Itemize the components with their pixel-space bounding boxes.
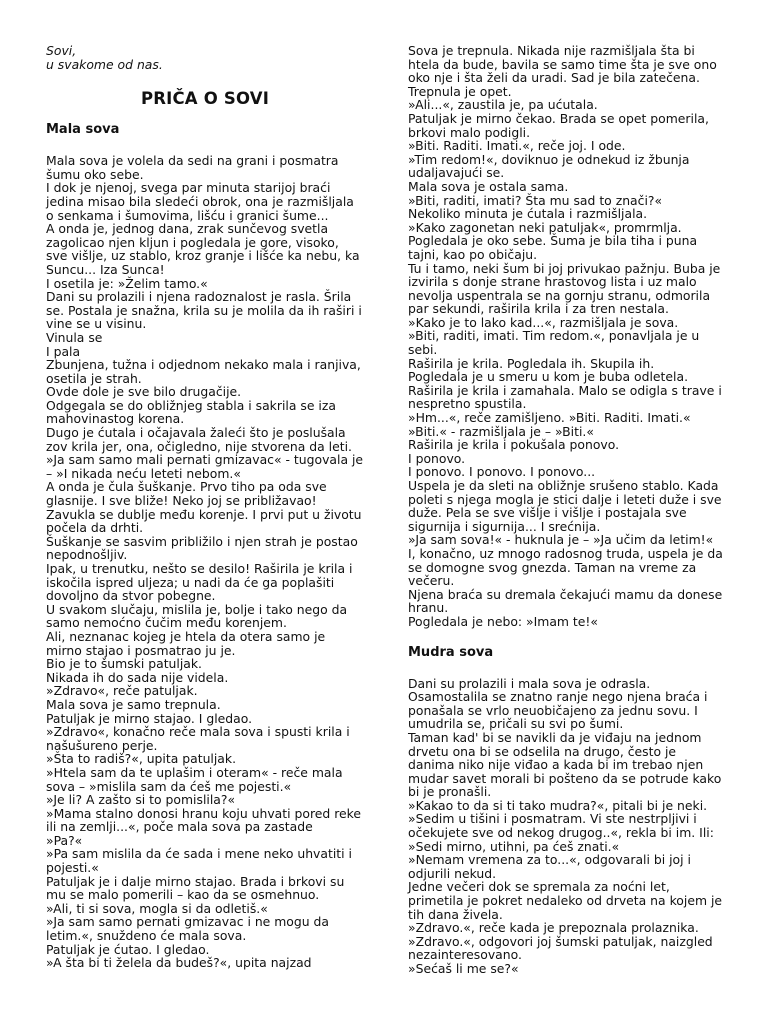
- text-line: »Ali, ti si sova, mogla si da odletiš.«: [46, 900, 268, 916]
- text-line: »Kako je to lako kad...«, razmišljala je sova.: [408, 314, 679, 330]
- text-line: »Zdravo«, konačno reče mala sova i spusti krila i: [46, 724, 350, 740]
- dedication-line-2: u svakome od nas.: [46, 56, 163, 72]
- text-line: Osamostalila se znatno ranje nego njena braća i: [408, 689, 708, 705]
- text-line: »Zdravo.«, reče kada je prepoznala prolaznika.: [408, 920, 699, 936]
- text-line: glasnije. I sve bliže! Neko joj se približavao!: [46, 493, 317, 509]
- text-line: »Biti, raditi, imati? Šta mu sad to znači?«: [408, 192, 663, 208]
- text-line: sova – »mislila sam da ćeš me pojesti.«: [46, 778, 292, 794]
- text-line: Zbunjena, tužna i odjednom nekako mala i ranjiva,: [46, 357, 361, 373]
- text-line: Patuljak je mirno čekao. Brada se opet pomerila,: [408, 110, 709, 126]
- right-body-text-part2: [408, 677, 752, 976]
- text-line: Trepnula je opet.: [408, 83, 512, 99]
- text-line: I, konačno, uz mnogo radosnog truda, uspela je da: [408, 545, 723, 561]
- text-line: »Hm...«, reče zamišljeno. »Biti. Raditi. Imati.«: [408, 410, 691, 426]
- text-line: ili na zemlji...«, poče mala sova pa zastade: [46, 819, 313, 835]
- text-line: sebi.: [408, 342, 438, 358]
- text-line: brkovi malo podigli.: [408, 124, 531, 140]
- text-line: Patuljak je mirno stajao. I gledao.: [46, 710, 253, 726]
- text-line: pojesti.«: [46, 860, 99, 876]
- text-line: A onda je, jednog dana, zrak sunčevog svetla: [46, 221, 329, 237]
- left-body-text: [46, 154, 364, 970]
- text-line: očekujete sve od nekog drugog..«, rekla bi im. Ili:: [408, 825, 714, 841]
- text-line: »Zdravo«, reče patuljak.: [46, 683, 198, 699]
- text-line: nepodnošljiv.: [46, 547, 128, 563]
- text-line: I pala: [46, 343, 81, 359]
- text-line: »Biti, raditi, imati. Tim redom.«, ponavljala je u: [408, 328, 700, 344]
- text-line: Dugo je ćutala i očajavala žaleći što je poslušala: [46, 425, 346, 441]
- text-line: Mala sova je samo trepnula.: [46, 696, 221, 712]
- text-line: Patuljak je ćutao. I gledao.: [46, 941, 210, 957]
- text-line: tajni, kao po običaju.: [408, 246, 538, 262]
- text-line: »Sedim u tišini i posmatram. Vi ste nestrpljivi i: [408, 811, 697, 827]
- text-line: večeru.: [408, 573, 455, 589]
- text-line: se domogne svog gnezda. Taman na vreme za: [408, 559, 697, 575]
- text-line: bi je pronašli.: [408, 784, 492, 800]
- text-line: »Htela sam da te uplašim i oteram« - reče mala: [46, 764, 343, 780]
- text-line: poleti s njega mogla je stici dalje i leteti duže i sve: [408, 491, 722, 507]
- text-line: Dani su prolazili i mala sova je odrasla.: [408, 675, 651, 691]
- text-line: našušureno perje.: [46, 737, 158, 753]
- text-line: Ali, neznanac kojeg je htela da otera samo je: [46, 628, 326, 644]
- text-line: »Pa sam mislila da će sada i mene neko uhvatiti i: [46, 846, 352, 862]
- text-line: odjurili nekud.: [408, 865, 497, 881]
- text-line: »Kakao to da si ti tako mudra?«, pitali bi je neki.: [408, 797, 708, 813]
- text-line: htela da bude, bavila se samo time šta je sve ono: [408, 56, 717, 72]
- text-line: ponašala se vrlo neuobičajeno za jednu sovu. I: [408, 702, 698, 718]
- right-column: [408, 44, 752, 976]
- dedication-line-1: Sovi,: [46, 43, 77, 58]
- text-line: »Sedi mirno, utihni, pa ćeš znati.«: [408, 838, 620, 854]
- text-line: Tu i tamo, neki šum bi joj privukao pažnju. Buba je: [408, 260, 721, 276]
- text-line: Ovde dole je sve bilo drugačije.: [46, 384, 242, 400]
- text-line: I osetila je: »Želim tamo.«: [46, 275, 208, 291]
- text-line: »Pa?«: [46, 832, 83, 848]
- text-line: primetila je pokret nedaleko od drveta na kojem je: [408, 893, 723, 909]
- text-line: mu se malo pomerili – kao da se osmehnuo.: [46, 887, 320, 903]
- text-line: samo nemoćno čučim među korenjem.: [46, 615, 287, 631]
- text-line: U svakom slučaju, mislila je, bolje i tako nego da: [46, 601, 348, 617]
- text-line: »Ja sam sova!« - huknula je – »Ja učim da letim!«: [408, 532, 714, 548]
- text-line: nezainteresovano.: [408, 947, 522, 963]
- text-line: Raširila je krila. Pogledala ih. Skupila ih.: [408, 355, 655, 371]
- text-line: I ponovo. I ponovo. I ponovo...: [408, 464, 596, 480]
- text-line: Vinula se: [46, 329, 103, 345]
- text-line: »Ali...«, zaustila je, pa ućutala.: [408, 97, 598, 113]
- text-line: Mala sova je volela da sedi na grani i posmatra: [46, 153, 339, 169]
- text-line: Šuškanje se sasvim približilo i njen strah je postao: [46, 533, 358, 549]
- text-line: hranu.: [408, 600, 449, 616]
- text-line: »Kako zagonetan neki patuljak«, promrmlja.: [408, 219, 682, 235]
- text-line: »Ja sam samo pernati gmizavac i ne mogu da: [46, 914, 330, 930]
- text-line: sve višlje, uz stablo, kroz granje i lišće ka nebu, ka: [46, 248, 360, 264]
- text-line: A onda je čula šuškanje. Prvo tiho pa oda sve: [46, 479, 327, 495]
- text-line: umudrila se, pričali su svi po šumi.: [408, 716, 624, 732]
- text-line: iskočila ispred uljeza; u nadi da će ga poplašiti: [46, 574, 335, 590]
- text-line: Bio je to šumski patuljak.: [46, 656, 202, 672]
- text-line: »Je li? A zašto si to pomislila?«: [46, 792, 236, 808]
- text-line: Mala sova je ostala sama.: [408, 178, 569, 194]
- text-line: sigurnija i sigurnija... I srećnija.: [408, 518, 601, 534]
- text-line: drvetu ona bi se odselila na drugo, često je: [408, 743, 677, 759]
- text-line: I ponovo.: [408, 450, 466, 466]
- text-line: Pogledala je nebo: »Imam te!«: [408, 613, 598, 629]
- text-line: jedina misao bila sledeći obrok, ona je razmišljala: [46, 193, 354, 209]
- text-line: par sekundi, raširila krila i za tren nestala.: [408, 301, 669, 317]
- text-line: šumu oko sebe.: [46, 166, 144, 182]
- text-line: o senkama i šumovima, lišću i granici šume...: [46, 207, 329, 223]
- text-line: udaljavajući se.: [408, 165, 505, 181]
- text-line: Uspela je da sleti na obližnje srušeno stablo. Kada: [408, 478, 719, 493]
- text-line: Raširila je krila i pokušala ponovo.: [408, 437, 620, 453]
- right-body-text-part1: [408, 44, 752, 629]
- text-line: Zavukla se dublje među korenje. I prvi put u životu: [46, 506, 362, 522]
- text-line: vine se u visinu.: [46, 316, 147, 332]
- text-line: mahovinastog korena.: [46, 411, 185, 427]
- text-line: »Zdravo.«, odgovori joj šumski patuljak, naizgled: [408, 933, 713, 949]
- text-line: »Biti. Raditi. Imati.«, reče joj. I ode.: [408, 138, 626, 154]
- text-line: – »I nikada neću leteti nebom.«: [46, 465, 241, 481]
- text-line: Raširila je krila i zamahala. Malo se odigla s trave i: [408, 382, 722, 398]
- page-title: PRIČA O SOVI: [140, 89, 270, 109]
- text-line: dovoljno da stvor pobegne.: [46, 588, 216, 604]
- section-heading-mudra-sova: Mudra sova: [408, 644, 494, 660]
- text-line: danima niko nije viđao a kada bi im trebao njen: [408, 757, 704, 773]
- text-line: se. Postala je snažna, krila su je molila da ih raširi i: [46, 302, 362, 318]
- left-column: [46, 44, 364, 970]
- text-line: Pogledala je oko sebe. Šuma je bila tiha i puna: [408, 233, 698, 249]
- text-line: Nikada ih do sada nije videla.: [46, 669, 229, 685]
- text-line: nespretno spustila.: [408, 396, 527, 412]
- text-line: letim.«, snuždeno će mala sova.: [46, 928, 247, 944]
- text-line: Dani su prolazili i njena radoznalost je rasla. Šrila: [46, 289, 352, 305]
- text-line: »Ja sam samo mali pernati gmizavac« - tugovala je: [46, 452, 364, 468]
- text-line: nevolja uspentrala se na gornju stranu, odmorila: [408, 287, 711, 303]
- text-line: Odgegala se do obližnjeg stabla i sakrila se iza: [46, 397, 336, 413]
- text-line: »Sećaš li me se?«: [408, 961, 519, 976]
- text-line: zagolicao njen kljun i pogledala je gore, visoko,: [46, 234, 339, 250]
- text-line: »Mama stalno donosi hranu koju uhvati pored reke: [46, 805, 362, 821]
- text-line: Ipak, u trenutku, nešto se desilo! Raširila je krila i: [46, 561, 353, 576]
- text-line: duže. Pela se sve višlje i višlje i postajala sve: [408, 505, 687, 521]
- text-line: »Nemam vremena za to...«, odgovarali bi joj i: [408, 852, 691, 868]
- section-heading-mala-sova: Mala sova: [46, 122, 120, 138]
- text-line: osetila je strah.: [46, 370, 142, 386]
- text-line: oko nje i šta želi da uradi. Sad je bila zatečena.: [408, 70, 700, 86]
- text-line: mirno stajao i posmatrao ju je.: [46, 642, 236, 658]
- text-line: izvirila s donje strane hrastovog lista i uz malo: [408, 274, 697, 290]
- text-line: »Šta to radiš?«, upita patuljak.: [46, 751, 237, 767]
- text-line: počela da drhti.: [46, 520, 144, 536]
- text-line: mudar savet morali bi pošteno da se potrude kako: [408, 770, 722, 786]
- text-line: »Biti.« - razmišljala je – »Biti.«: [408, 423, 594, 439]
- text-line: »Tim redom!«, doviknuo je odnekud iz žbunja: [408, 151, 690, 167]
- text-line: tih dana živela.: [408, 906, 503, 922]
- text-line: Taman kad' bi se navikli da je viđaju na jednom: [408, 729, 702, 745]
- text-line: »A šta bi ti želela da budeš?«, upita najzad: [46, 955, 312, 971]
- text-line: I dok je njenoj, svega par minuta starijoj braći: [46, 180, 331, 196]
- text-line: zov krila jer, ona, očigledno, nije stvorena da leti.: [46, 438, 352, 454]
- text-line: Pogledala je u smeru u kom je buba odletela.: [408, 369, 689, 385]
- text-line: Njena braća su dremala čekajući mamu da donese: [408, 586, 723, 602]
- text-line: Patuljak je i dalje mirno stajao. Brada i brkovi su: [46, 873, 345, 889]
- text-line: Nekoliko minuta je ćutala i razmišljala.: [408, 206, 648, 222]
- text-line: Jedne večeri dok se spremala za noćni let,: [408, 879, 670, 895]
- text-line: Sova je trepnula. Nikada nije razmišljala šta bi: [408, 43, 695, 58]
- text-line: Suncu... Iza Sunca!: [46, 261, 165, 277]
